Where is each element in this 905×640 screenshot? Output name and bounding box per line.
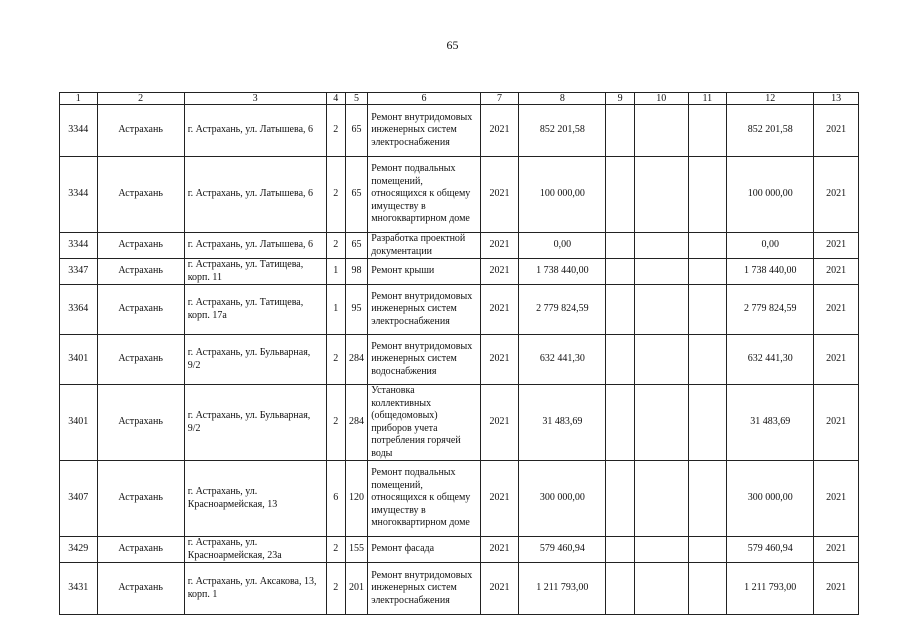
table-row [60, 385, 859, 461]
column-header: 3 [184, 93, 326, 105]
column-header: 1 [60, 93, 98, 105]
col-4-cell: 1 [326, 285, 345, 335]
total-cell: 852 201,58 [727, 105, 814, 157]
col-10-cell [634, 157, 688, 233]
year-cell: 2021 [480, 335, 519, 385]
object-number-cell: 3429 [60, 537, 98, 563]
work-type-cell: Ремонт подвальных помещений, относящихся к общему имуществу в многоквартирном доме [368, 461, 481, 537]
table-row [60, 537, 859, 563]
completion-year-cell: 2021 [814, 157, 859, 233]
table-row [60, 157, 859, 233]
col-4-cell: 2 [326, 563, 345, 615]
address-cell: г. Астрахань, ул. Татищева, корп. 11 [184, 259, 326, 285]
col-10-cell [634, 259, 688, 285]
object-number-cell: 3431 [60, 563, 98, 615]
year-cell: 2021 [480, 563, 519, 615]
col-4-cell: 2 [326, 537, 345, 563]
completion-year-cell: 2021 [814, 461, 859, 537]
object-number-cell: 3401 [60, 335, 98, 385]
col-5-cell: 65 [345, 105, 367, 157]
city-cell: Астрахань [97, 461, 184, 537]
work-type-cell: Ремонт внутридомовых инженерных систем электроснабжения [368, 285, 481, 335]
total-cell: 0,00 [727, 233, 814, 259]
column-header: 6 [368, 93, 481, 105]
city-cell: Астрахань [97, 105, 184, 157]
col-9-cell [606, 157, 634, 233]
col-4-cell: 2 [326, 335, 345, 385]
address-cell: г. Астрахань, ул. Татищева, корп. 17а [184, 285, 326, 335]
col-10-cell [634, 385, 688, 461]
col-9-cell [606, 233, 634, 259]
col-4-cell: 2 [326, 157, 345, 233]
col-9-cell [606, 537, 634, 563]
total-cell: 300 000,00 [727, 461, 814, 537]
col-11-cell [688, 563, 727, 615]
year-cell: 2021 [480, 157, 519, 233]
amount-cell: 579 460,94 [519, 537, 606, 563]
completion-year-cell: 2021 [814, 385, 859, 461]
col-4-cell: 2 [326, 105, 345, 157]
year-cell: 2021 [480, 461, 519, 537]
completion-year-cell: 2021 [814, 233, 859, 259]
col-10-cell [634, 285, 688, 335]
column-header: 13 [814, 93, 859, 105]
completion-year-cell: 2021 [814, 563, 859, 615]
col-5-cell: 95 [345, 285, 367, 335]
object-number-cell: 3344 [60, 233, 98, 259]
column-header: 2 [97, 93, 184, 105]
work-type-cell: Ремонт крыши [368, 259, 481, 285]
address-cell: г. Астрахань, ул. Аксакова, 13, корп. 1 [184, 563, 326, 615]
object-number-cell: 3347 [60, 259, 98, 285]
table-row [60, 105, 859, 157]
col-9-cell [606, 385, 634, 461]
col-10-cell [634, 335, 688, 385]
page-number: 65 [446, 38, 459, 52]
col-9-cell [606, 461, 634, 537]
object-number-cell: 3401 [60, 385, 98, 461]
total-cell: 579 460,94 [727, 537, 814, 563]
col-5-cell: 201 [345, 563, 367, 615]
total-cell: 1 211 793,00 [727, 563, 814, 615]
col-9-cell [606, 285, 634, 335]
col-10-cell [634, 461, 688, 537]
col-9-cell [606, 259, 634, 285]
year-cell: 2021 [480, 259, 519, 285]
object-number-cell: 3344 [60, 157, 98, 233]
work-type-cell: Разработка проектной документации [368, 233, 481, 259]
amount-cell: 1 211 793,00 [519, 563, 606, 615]
city-cell: Астрахань [97, 563, 184, 615]
column-header: 7 [480, 93, 519, 105]
year-cell: 2021 [480, 105, 519, 157]
capital-repair-table [59, 92, 859, 615]
total-cell: 1 738 440,00 [727, 259, 814, 285]
column-header: 8 [519, 93, 606, 105]
address-cell: г. Астрахань, ул. Красноармейская, 23а [184, 537, 326, 563]
work-type-cell: Ремонт внутридомовых инженерных систем электроснабжения [368, 563, 481, 615]
total-cell: 31 483,69 [727, 385, 814, 461]
amount-cell: 1 738 440,00 [519, 259, 606, 285]
completion-year-cell: 2021 [814, 335, 859, 385]
city-cell: Астрахань [97, 233, 184, 259]
total-cell: 100 000,00 [727, 157, 814, 233]
year-cell: 2021 [480, 385, 519, 461]
column-header: 11 [688, 93, 727, 105]
amount-cell: 31 483,69 [519, 385, 606, 461]
year-cell: 2021 [480, 233, 519, 259]
total-cell: 2 779 824,59 [727, 285, 814, 335]
col-4-cell: 2 [326, 385, 345, 461]
object-number-cell: 3344 [60, 105, 98, 157]
col-9-cell [606, 105, 634, 157]
col-9-cell [606, 563, 634, 615]
completion-year-cell: 2021 [814, 259, 859, 285]
col-5-cell: 98 [345, 259, 367, 285]
col-9-cell [606, 335, 634, 385]
table-row [60, 563, 859, 615]
col-10-cell [634, 233, 688, 259]
city-cell: Астрахань [97, 335, 184, 385]
col-11-cell [688, 259, 727, 285]
col-11-cell [688, 157, 727, 233]
column-header: 5 [345, 93, 367, 105]
amount-cell: 632 441,30 [519, 335, 606, 385]
col-11-cell [688, 537, 727, 563]
col-10-cell [634, 563, 688, 615]
col-4-cell: 6 [326, 461, 345, 537]
amount-cell: 100 000,00 [519, 157, 606, 233]
amount-cell: 852 201,58 [519, 105, 606, 157]
col-5-cell: 284 [345, 335, 367, 385]
address-cell: г. Астрахань, ул. Латышева, 6 [184, 157, 326, 233]
total-cell: 632 441,30 [727, 335, 814, 385]
table-row [60, 461, 859, 537]
amount-cell: 2 779 824,59 [519, 285, 606, 335]
col-4-cell: 2 [326, 233, 345, 259]
address-cell: г. Астрахань, ул. Латышева, 6 [184, 105, 326, 157]
address-cell: г. Астрахань, ул. Бульварная, 9/2 [184, 385, 326, 461]
table-row [60, 259, 859, 285]
amount-cell: 0,00 [519, 233, 606, 259]
year-cell: 2021 [480, 285, 519, 335]
object-number-cell: 3407 [60, 461, 98, 537]
col-10-cell [634, 105, 688, 157]
completion-year-cell: 2021 [814, 105, 859, 157]
year-cell: 2021 [480, 537, 519, 563]
column-header: 4 [326, 93, 345, 105]
city-cell: Астрахань [97, 537, 184, 563]
column-header: 12 [727, 93, 814, 105]
address-cell: г. Астрахань, ул. Красноармейская, 13 [184, 461, 326, 537]
work-type-cell: Установка коллективных (общедомовых) приборов учета потребления горячей воды [368, 385, 481, 461]
col-5-cell: 65 [345, 157, 367, 233]
col-4-cell: 1 [326, 259, 345, 285]
col-11-cell [688, 233, 727, 259]
col-5-cell: 155 [345, 537, 367, 563]
col-11-cell [688, 105, 727, 157]
address-cell: г. Астрахань, ул. Латышева, 6 [184, 233, 326, 259]
amount-cell: 300 000,00 [519, 461, 606, 537]
header-row [60, 93, 859, 105]
column-header: 10 [634, 93, 688, 105]
col-5-cell: 120 [345, 461, 367, 537]
col-11-cell [688, 385, 727, 461]
col-11-cell [688, 335, 727, 385]
work-type-cell: Ремонт фасада [368, 537, 481, 563]
work-type-cell: Ремонт внутридомовых инженерных систем водоснабжения [368, 335, 481, 385]
city-cell: Астрахань [97, 259, 184, 285]
city-cell: Астрахань [97, 157, 184, 233]
table-row [60, 233, 859, 259]
table-row [60, 335, 859, 385]
column-header: 9 [606, 93, 634, 105]
city-cell: Астрахань [97, 385, 184, 461]
col-11-cell [688, 461, 727, 537]
work-type-cell: Ремонт подвальных помещений, относящихся к общему имуществу в многоквартирном доме [368, 157, 481, 233]
completion-year-cell: 2021 [814, 537, 859, 563]
work-type-cell: Ремонт внутридомовых инженерных систем электроснабжения [368, 105, 481, 157]
col-10-cell [634, 537, 688, 563]
table-row [60, 285, 859, 335]
city-cell: Астрахань [97, 285, 184, 335]
col-11-cell [688, 285, 727, 335]
completion-year-cell: 2021 [814, 285, 859, 335]
address-cell: г. Астрахань, ул. Бульварная, 9/2 [184, 335, 326, 385]
col-5-cell: 284 [345, 385, 367, 461]
object-number-cell: 3364 [60, 285, 98, 335]
col-5-cell: 65 [345, 233, 367, 259]
